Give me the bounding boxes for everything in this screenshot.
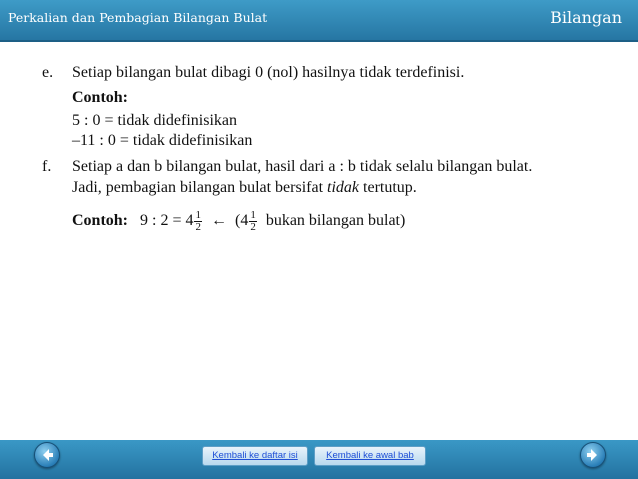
conclusion-pre: Jadi, pembagian bilangan bulat bersifat <box>72 179 324 196</box>
item-e-example-1: 5 : 0 = tidak didefinisikan <box>72 112 237 129</box>
arrow-right-icon <box>585 447 601 463</box>
item-e-label: e. <box>42 64 54 81</box>
example-note: bukan bilangan bulat) <box>265 212 406 229</box>
fraction-denominator: 2 <box>195 220 201 233</box>
item-e-example-2: –11 : 0 = tidak didefinisikan <box>72 132 253 149</box>
fraction-denominator-2: 2 <box>250 220 256 233</box>
header-topic: Bilangan <box>550 8 622 27</box>
arrow-left-icon <box>39 447 55 463</box>
conclusion-post: tertutup. <box>363 179 417 196</box>
fraction-half <box>194 210 202 233</box>
item-e-contoh-label: Contoh: <box>72 89 129 106</box>
chapter-start-link[interactable]: Kembali ke awal bab <box>314 446 426 466</box>
item-f-example <box>72 208 405 234</box>
fraction-numerator-2: 1 <box>250 208 256 221</box>
previous-button[interactable] <box>34 442 60 468</box>
example-expression: 9 : 2 = 4 <box>140 212 194 229</box>
table-of-contents-link[interactable]: Kembali ke daftar isi <box>202 446 308 466</box>
item-f-conclusion <box>72 179 417 197</box>
item-e-statement: Setiap bilangan bulat dibagi 0 (nol) hasilnya tidak terdefinisi. <box>72 64 465 81</box>
fraction-half-2 <box>249 210 257 233</box>
item-f-statement: Setiap a dan b bilangan bulat, hasil dari a : b tidak selalu bilangan bulat. <box>72 158 533 175</box>
left-arrow-symbol: ← <box>210 212 227 229</box>
next-button[interactable] <box>580 442 606 468</box>
conclusion-italic: tidak <box>327 179 360 196</box>
item-f-contoh-label: Contoh: <box>72 212 129 229</box>
fraction-numerator: 1 <box>195 208 201 221</box>
header-title: Perkalian dan Pembagian Bilangan Bulat <box>8 10 268 25</box>
item-f-label: f. <box>42 158 52 175</box>
paren-open-4: (4 <box>234 212 249 229</box>
